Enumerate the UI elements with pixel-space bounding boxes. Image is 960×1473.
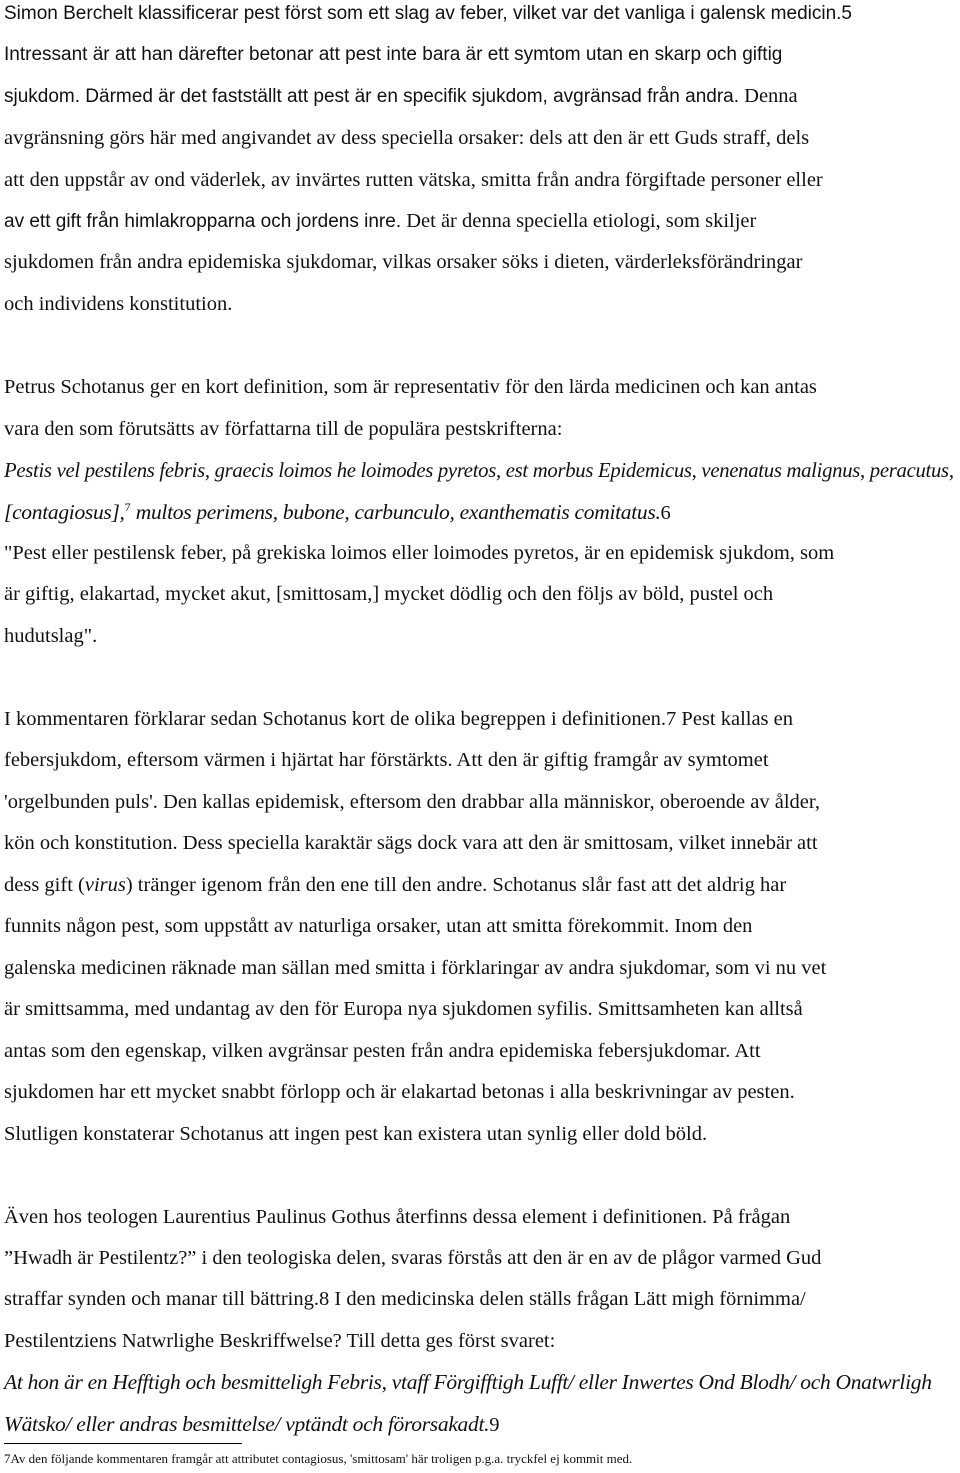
paragraph-3-line-2: febersjukdom, eftersom värmen i hjärtat har förstärkts. Att den är giftig framgår av symtomet [4, 749, 769, 771]
paragraph-4-line-1: Även hos teologen Laurentius Paulinus Gothus återfinns dessa element i definitionen. På frågan [4, 1206, 791, 1228]
translation-line-1: "Pest eller pestilensk feber, på grekiska loimos eller loimodes pyretos, är en epidemisk sjukdom, som [4, 542, 835, 564]
paragraph-1-line-3-head: sjukdom. Därmed är det fastställt att pest är en specifik sjukdom, avgränsad från andra. [4, 86, 740, 107]
paragraph-1-line-5: att den uppstår av ond väderlek, av invärtes rutten vätska, smitta från andra förgiftade personer eller [4, 169, 823, 191]
paragraph-2-line-2: vara den som förutsätts av författarna till de populära pestskrifterna: [4, 418, 563, 440]
latin-footnote-ref: 7 [124, 500, 131, 514]
quote-line-2-text: Wätsko/ eller andras besmittelse/ vptändt och förorsakadt. [4, 1412, 490, 1436]
footnote-divider [4, 1443, 242, 1444]
latin-note-ref: 6 [660, 502, 671, 524]
latin-line-2-head: [contagiosus], [4, 500, 125, 524]
paragraph-3-line-10: sjukdomen har ett mycket snabbt förlopp och är elakartad betonas i alla beskrivningar av pesten. [4, 1081, 795, 1103]
paragraph-3-line-11: Slutligen konstaterar Schotanus att ingen pest kan existera utan synlig eller dold böld. [4, 1123, 708, 1145]
latin-definition-line-1: Pestis vel pestilens febris, graecis loimos he loimodes pyretos, est morbus Epidemicus, venenatus malignus, peracutus, [4, 458, 954, 482]
paragraph-1-line-6-tail: Det är denna speciella etiologi, som skiljer [406, 210, 757, 232]
paragraph-3-line-9: antas som den egenskap, vilken avgränsar pesten från andra epidemiska febersjukdomar. Att [4, 1040, 761, 1062]
translation-line-3: hudutslag". [4, 625, 98, 647]
paragraph-1-line-7: sjukdomen från andra epidemiska sjukdomar, vilkas orsaker söks i dieten, värderleksförändringar [4, 251, 803, 273]
paragraph-1-line-3 [4, 84, 798, 109]
translation-line-2: är giftig, elakartad, mycket akut, [smittosam,] mycket dödlig och den följs av böld, pustel och [4, 583, 774, 605]
quote-line-2 [4, 1412, 499, 1437]
paragraph-3-line-3: 'orgelbunden puls'. Den kallas epidemisk, eftersom den drabbar alla människor, oberoende av ålder, [4, 791, 820, 813]
latin-definition-line-2 [4, 500, 671, 525]
virus-term: virus [84, 874, 126, 896]
paragraph-1-line-4: avgränsning görs här med angivandet av dess speciella orsaker: dels att den är ett Guds straff, dels [4, 127, 810, 149]
paragraph-3-line-5 [4, 873, 786, 897]
paragraph-3-line-1: I kommentaren förklarar sedan Schotanus kort de olika begreppen i definitionen.7 Pest kallas en [4, 708, 794, 730]
paragraph-1-line-2: Intressant är att han därefter betonar att pest inte bara är ett symtom utan en skarp och giftig [4, 44, 783, 65]
paragraph-2-line-1: Petrus Schotanus ger en kort definition, som är representativ för den lärda medicinen och kan antas [4, 376, 817, 398]
paragraph-1-line-6 [4, 209, 756, 234]
paragraph-4-line-2: ”Hwadh är Pestilentz?” i den teologiska delen, svaras förstås att den är en av de plågor varmed Gud [4, 1247, 822, 1269]
quote-line-1: At hon är en Hefftigh och besmitteligh Febris, vtaff Förgifftigh Lufft/ eller Inwertes Ond Blodh/ och Onatwrligh [4, 1370, 932, 1394]
paragraph-3-line-5-tail: ) tränger igenom från den ene till den andre. Schotanus slår fast att det aldrig har [125, 874, 787, 896]
paragraph-1-line-8: och individens konstitution. [4, 293, 233, 315]
paragraph-3-line-7: galenska medicinen räknade man sällan med smitta i förklaringar av andra sjukdomar, som vi nu vet [4, 957, 827, 979]
paragraph-3-line-6: funnits någon pest, som uppstått av naturliga orsaker, utan att smitta förekommit. Inom den [4, 915, 753, 937]
quote-note-ref: 9 [489, 1414, 500, 1436]
paragraph-3-line-5-head: dess gift ( [4, 874, 85, 896]
paragraph-1-line-6-head: av ett gift från himlakropparna och jordens inre. [4, 211, 402, 232]
paragraph-3-line-8: är smittsamma, med undantag av den för Europa nya sjukdomen syfilis. Smittsamheten kan alltså [4, 998, 803, 1020]
footnote: 7Av den följande kommentaren framgår att attributet contagiosus, 'smittosam' här troligen p.g.a. tryckfel ej kommit med. [4, 1451, 633, 1466]
paragraph-4-line-3: straffar synden och manar till bättring.8 I den medicinska delen ställs frågan Lätt migh förnimma/ [4, 1288, 806, 1310]
latin-line-2-tail: multos perimens, bubone, carbunculo, exanthematis comitatus. [130, 500, 661, 524]
paragraph-3-line-4: kön och konstitution. Dess speciella karaktär sägs dock vara att den är smittosam, vilket innebär att [4, 832, 818, 854]
paragraph-1-line-3-tail: Denna [744, 85, 798, 107]
paragraph-4-line-4: Pestilentziens Natwrlighe Beskriffwelse? Till detta ges först svaret: [4, 1330, 556, 1352]
paragraph-1-line-1: Simon Berchelt klassificerar pest först som ett slag av feber, vilket var det vanliga i galensk medicin.5 [4, 3, 852, 24]
